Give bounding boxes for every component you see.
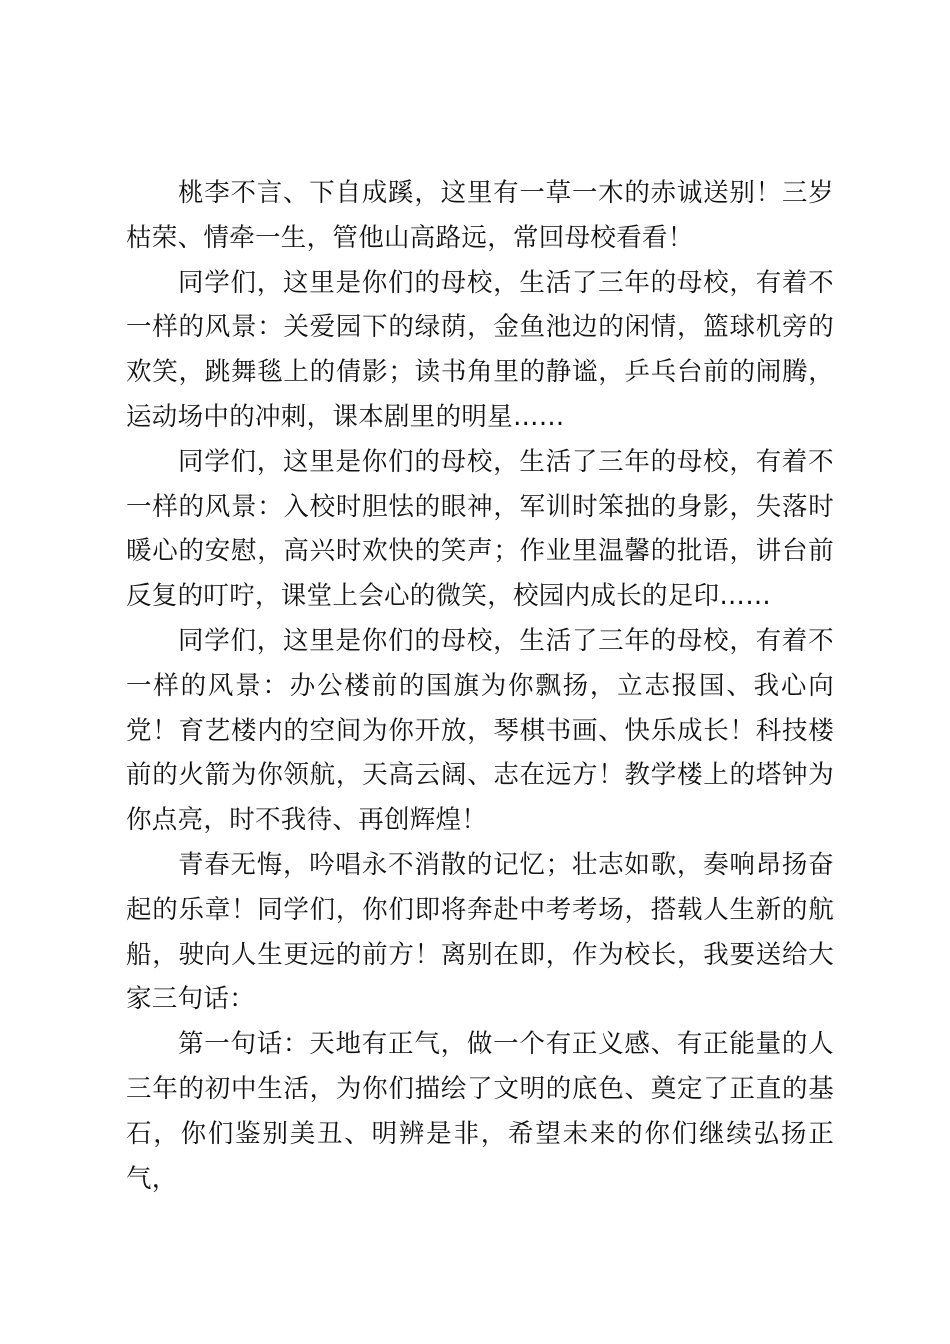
- paragraph-school-buildings: 同学们，这里是你们的母校，生活了三年的母校，有着不一样的风景：办公楼前的国旗为你飘扬，立志报国、我心向党！育艺楼内的空间为你开放，琴棋书画、快乐成长！科技楼前的火箭为你领航，天高云阔、志在远方！教学楼上的塔钟为你点亮，时不我待、再创辉煌！: [126, 625, 834, 836]
- speech-text-body: [126, 171, 834, 1201]
- paragraph-youth-departure: 青春无悔，吟唱永不消散的记忆；壮志如歌，奏响昂扬奋起的乐章！同学们，你们即将奔赴中考考场，搭载人生新的航船，驶向人生更远的前方！离别在即，作为校长，我要送给大家三句话：: [126, 849, 834, 1015]
- paragraph-first-advice: 第一句话：天地有正气，做一个有正义感、有正能量的人三年的初中生活，为你们描绘了文明的底色、奠定了正直的基石，你们鉴别美丑、明辨是非，希望未来的你们继续弘扬正气，: [126, 1029, 834, 1194]
- paragraph-campus-scenery: 同学们，这里是你们的母校，生活了三年的母校，有着不一样的风景：关爱园下的绿荫，金鱼池边的闲情，篮球机旁的欢笑，跳舞毯上的倩影；读书角里的静谧，乒乓台前的闹腾，运动场中的冲刺，课本剧里的明星……: [126, 267, 834, 432]
- paragraph-farewell: 桃李不言、下自成蹊，这里有一草一木的赤诚送别！三岁枯荣、情牵一生，管他山高路远，常回母校看看！: [126, 178, 834, 253]
- paragraph-growth-memories: 同学们，这里是你们的母校，生活了三年的母校，有着不一样的风景：入校时胆怯的眼神，军训时笨拙的身影，失落时暖心的安慰，高兴时欢快的笑声；作业里温馨的批语，讲台前反复的叮咛，课堂上会心的微笑，校园内成长的足印……: [126, 446, 834, 612]
